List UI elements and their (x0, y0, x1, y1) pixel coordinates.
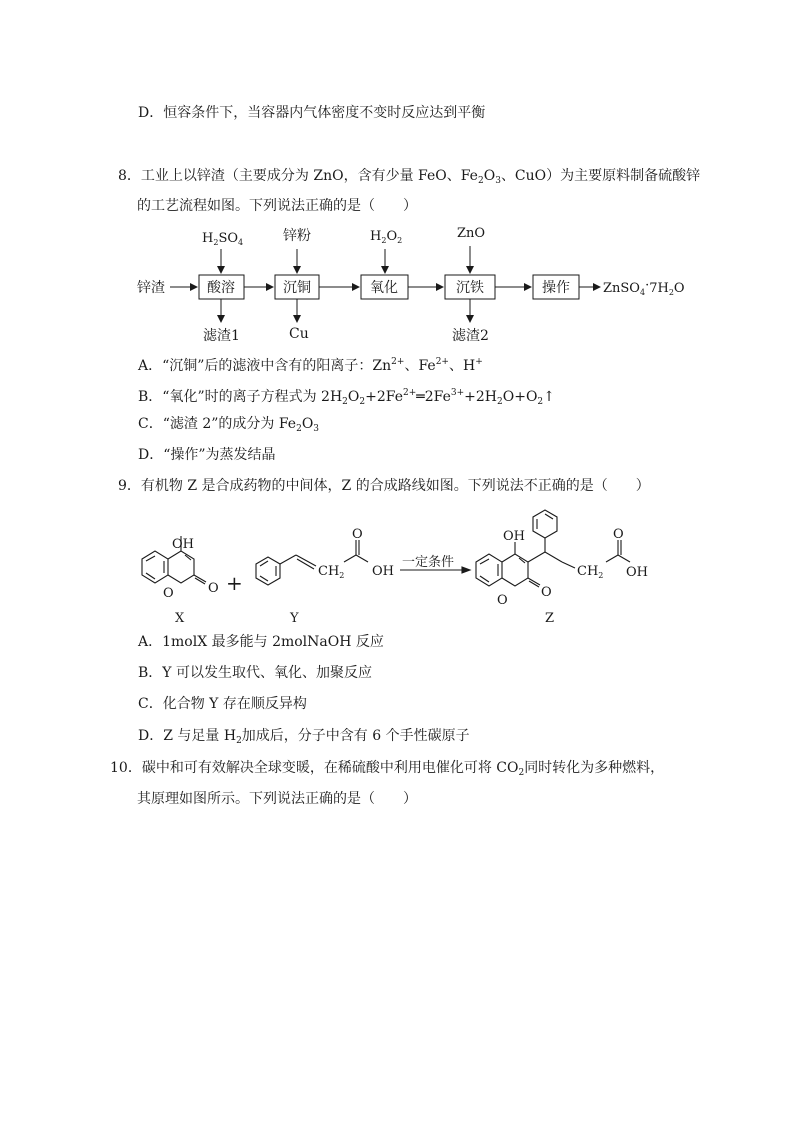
flow-box-oxidation (361, 275, 408, 299)
y-label: Y (290, 611, 299, 625)
z-carbonyl-o: O (541, 585, 552, 600)
flow-output-residue2: 滤渣2 (452, 328, 489, 344)
svg-text:沉铜: 沉铜 (283, 280, 311, 296)
z-ring-o: O (497, 593, 508, 608)
q9-stem: 9．有机物 Z 是合成药物的中间体，Z 的合成路线如图。下列说法不正确的是（ ） (118, 478, 650, 494)
svg-text:沉铁: 沉铁 (456, 280, 484, 296)
flow-box-iron (445, 275, 495, 299)
plus-sign: + (226, 571, 243, 595)
reaction-condition: 一定条件 (402, 555, 455, 570)
flow-box-acid (199, 275, 244, 299)
q8-option-c: C．“滤渣 2”的成分为 $Fe_2O_3$ (138, 416, 320, 434)
z-ch2: $CH_2$ (577, 564, 604, 580)
q8-option-d: D．“操作”为蒸发结晶 (138, 447, 276, 463)
flow-output-residue1: 滤渣1 (203, 328, 240, 344)
flow-input-zinc-powder: 锌粉 (283, 228, 311, 244)
x-carbonyl-o: O (208, 581, 219, 596)
flow-input-zno: ZnO (457, 226, 486, 241)
q9-option-a: A．1molX 最多能与 2molNaOH 反应 (138, 634, 384, 650)
q10-stem-line2: 其原理如图所示。下列说法正确的是（ ） (137, 791, 417, 807)
flow-start-label: 锌渣 (137, 280, 165, 296)
flow-product: $ZnSO_4\cdot 7H_2O$ (603, 278, 685, 297)
x-ring-o: O (163, 586, 174, 601)
z-o: O (613, 527, 624, 542)
svg-text:酸溶: 酸溶 (207, 280, 235, 296)
flow-input-h2so4: $H_2SO_4$ (202, 231, 244, 247)
flow-box-operation (533, 275, 579, 299)
q8-stem-line2: 的工艺流程如图。下列说法正确的是（ ） (137, 198, 417, 214)
z-oh-acid: OH (626, 565, 648, 580)
y-oh: OH (372, 564, 394, 579)
x-pyranone-ring (168, 551, 194, 583)
flow-output-cu: Cu (289, 326, 309, 342)
z-oh: OH (503, 529, 525, 544)
svg-text:操作: 操作 (542, 280, 570, 296)
flow-box-copper (275, 275, 319, 299)
q9-reaction-scheme (0, 500, 794, 625)
q8-option-b: B．“氧化”时的离子方程式为 $2H_2O_2+2Fe^{2+}═2Fe^{3+}+2H_2O+O_2↑$ (138, 388, 555, 407)
z-label: Z (545, 611, 555, 625)
svg-text:氧化: 氧化 (370, 280, 398, 296)
x-oh: OH (172, 537, 194, 552)
q7-option-d: D．恒容条件下，当容器内气体密度不变时反应达到平衡 (138, 105, 486, 121)
q9-option-d: D．Z 与足量 $H_2$加成后，分子中含有 6 个手性碳原子 (138, 728, 470, 746)
flow-input-h2o2: $H_2O_2$ (370, 229, 403, 245)
q8-flow-diagram (0, 0, 794, 350)
q10-stem-line1: 10．碳中和可有效解决全球变暖，在稀硫酸中利用电催化可将 $CO_2$同时转化为多种燃料， (110, 760, 665, 778)
q8-stem-line1: 8．工业上以锌渣（主要成分为 ZnO，含有少量 FeO、$Fe_2O_3$、CuO）为主要原料制备硫酸锌 (118, 168, 701, 186)
y-o: O (352, 527, 363, 542)
y-ch2: $CH_2$ (318, 564, 345, 580)
q9-option-b: B．Y 可以发生取代、氧化、加聚反应 (138, 665, 372, 681)
q9-option-c: C．化合物 Y 存在顺反异构 (138, 696, 307, 712)
q8-option-a: A．“沉铜”后的滤液中含有的阳离子：$Zn^{2+}$、$Fe^{2+}$、H+ (138, 357, 483, 374)
x-label: X (175, 611, 185, 625)
